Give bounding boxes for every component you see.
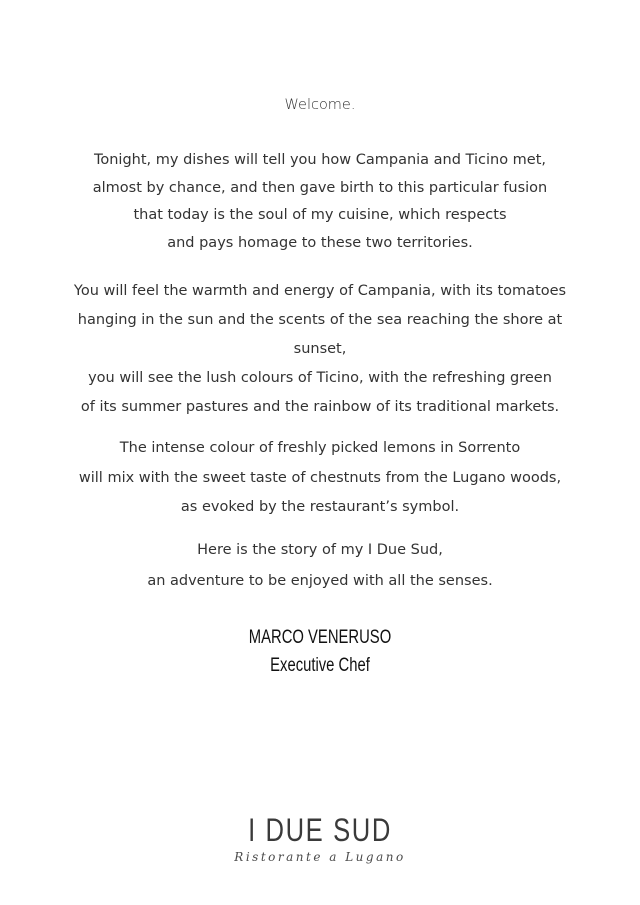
paragraph-line: that today is the soul of my cuisine, which respects bbox=[133, 207, 507, 223]
paragraph-intro bbox=[40, 147, 600, 257]
chef-role: Executive Chef bbox=[270, 655, 370, 676]
paragraph-closing bbox=[40, 535, 600, 596]
paragraph-line: The intense colour of freshly picked lemons in Sorrento bbox=[119, 440, 521, 456]
chef-name: MARCO VENERUSO bbox=[248, 627, 392, 648]
paragraph-line: Here is the story of my I Due Sud, bbox=[197, 542, 443, 558]
paragraph-line: will mix with the sweet taste of chestnuts from the Lugano woods, bbox=[78, 469, 562, 486]
paragraph-line: sunset, bbox=[293, 341, 347, 357]
restaurant-logo bbox=[220, 812, 420, 864]
paragraph-line: of its summer pastures and the rainbow of its traditional markets. bbox=[80, 399, 560, 415]
logo-subtitle: Ristorante a Lugano bbox=[234, 850, 406, 864]
paragraph-line: Tonight, my dishes will tell you how Campania and Ticino met, bbox=[93, 152, 547, 168]
paragraph-line: and pays homage to these two territories. bbox=[167, 234, 473, 251]
greeting: Welcome. bbox=[284, 97, 356, 113]
chef-signature bbox=[102, 624, 539, 680]
paragraph-line: almost by chance, and then gave birth to this particular fusion bbox=[92, 179, 548, 196]
paragraph-symbol bbox=[40, 434, 600, 523]
paragraph-line: You will feel the warmth and energy of Campania, with its tomatoes bbox=[73, 283, 567, 299]
paragraph-line: hanging in the sun and the scents of the sea reaching the shore at bbox=[77, 312, 563, 328]
logo-title: I DUE SUD bbox=[248, 812, 392, 848]
paragraph-line: you will see the lush colours of Ticino, with the refreshing green bbox=[88, 370, 552, 386]
paragraph-line: an adventure to be enjoyed with all the senses. bbox=[147, 572, 493, 589]
paragraph-territories bbox=[40, 277, 600, 422]
paragraph-line: as evoked by the restaurant’s symbol. bbox=[180, 499, 460, 515]
